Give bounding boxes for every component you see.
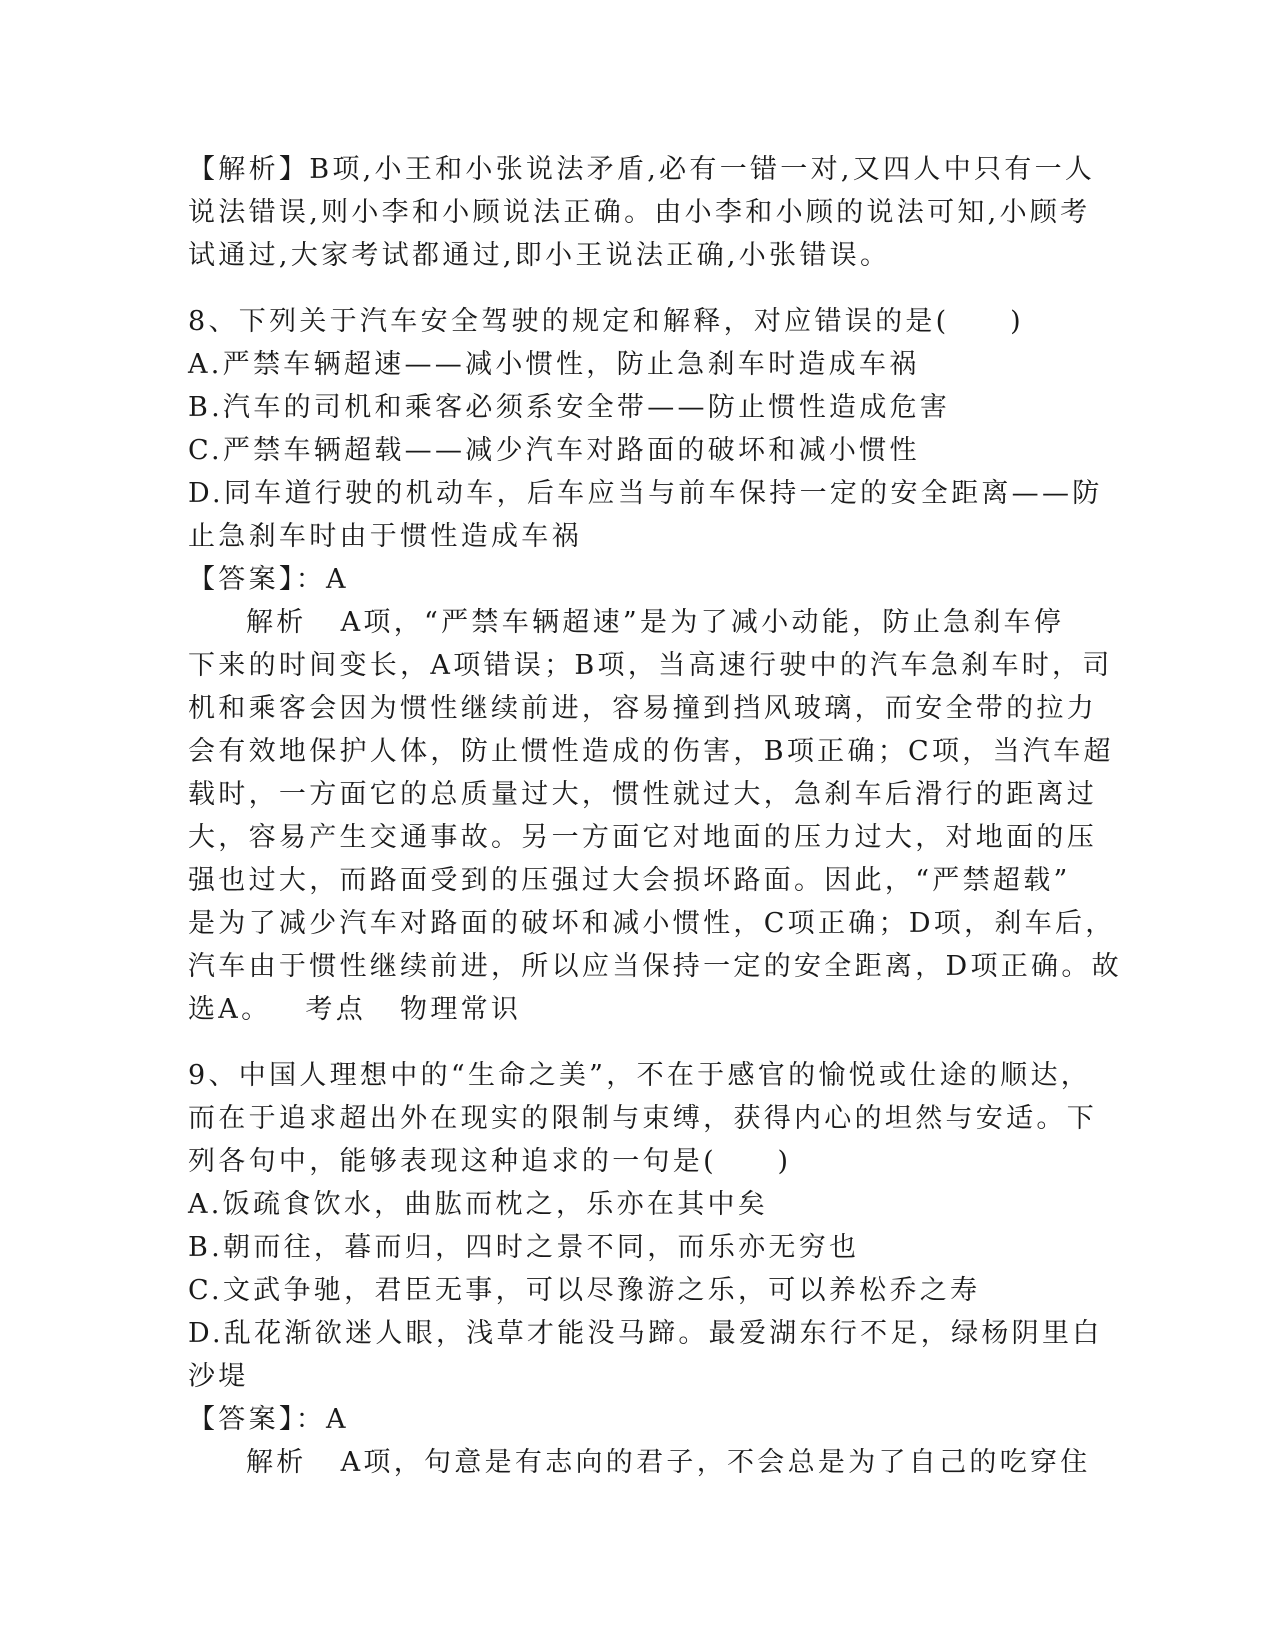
- text-line: 试通过,大家考试都通过,即小王说法正确,小张错误。: [188, 240, 891, 271]
- option-d: D.同车道行驶的机动车，后车应当与前车保持一定的安全距离——防: [188, 478, 1103, 509]
- question-8: [188, 300, 1122, 1031]
- question-stem: 8、下列关于汽车安全驾驶的规定和解释，对应错误的是( ): [188, 306, 1024, 337]
- analysis-line: 下来的时间变长，A项错误；B项，当高速行驶中的汽车急刹车时，司: [188, 650, 1113, 681]
- analysis-line: 机和乘客会因为惯性继续前进，容易撞到挡风玻璃，而安全带的拉力: [188, 693, 1097, 724]
- analysis-text: A项，“严禁车辆超速”是为了减小动能，防止急刹车停: [340, 607, 1065, 638]
- analysis-line: 会有效地保护人体，防止惯性造成的伤害，B项正确；C项，当汽车超: [188, 736, 1114, 767]
- question-9: [188, 1054, 1103, 1484]
- analysis-label: 解析: [246, 1447, 307, 1478]
- analysis-line: 汽车由于惯性继续前进，所以应当保持一定的安全距离，D项正确。故: [188, 951, 1122, 982]
- answer: 【答案】：A: [188, 564, 349, 595]
- option-d: D.乱花渐欲迷人眼，浅草才能没马蹄。最爱湖东行不足，绿杨阴里白: [188, 1318, 1103, 1349]
- analysis-line: 大，容易产生交通事故。另一方面它对地面的压力过大，对地面的压: [188, 822, 1097, 853]
- analysis-label: 解析: [246, 607, 307, 638]
- option-c: C.文武争驰，君臣无事，可以尽豫游之乐，可以养松乔之寿: [188, 1275, 981, 1306]
- option-b: B.汽车的司机和乘客必须系安全带——防止惯性造成危害: [188, 392, 951, 423]
- analysis-text: 选A。: [188, 994, 272, 1025]
- text-line: 说法错误,则小李和小顾说法正确。由小李和小顾的说法可知,小顾考: [188, 197, 1091, 228]
- paragraph-gap: [188, 277, 1088, 300]
- analysis-line: 是为了减少汽车对路面的破坏和减小惯性，C项正确；D项，刹车后，: [188, 908, 1116, 939]
- analysis-first-line: [188, 601, 1088, 644]
- analysis-line: 强也过大，而路面受到的压强过大会损坏路面。因此，“严禁超载”: [188, 865, 1071, 896]
- option-d-continued: 沙堤: [188, 1361, 249, 1392]
- answer: 【答案】：A: [188, 1404, 349, 1435]
- analysis-text: A项，句意是有志向的君子，不会总是为了自己的吃穿住: [340, 1447, 1091, 1478]
- option-b: B.朝而往，暮而归，四时之景不同，而乐亦无穷也: [188, 1232, 860, 1263]
- analysis-line: 载时，一方面它的总质量过大，惯性就过大，急刹车后滑行的距离过: [188, 779, 1097, 810]
- option-c: C.严禁车辆超载——减少汽车对路面的破坏和减小惯性: [188, 435, 920, 466]
- document-page: [188, 148, 1122, 1484]
- analysis-first-line: [188, 1441, 1091, 1484]
- analysis-last-line: [188, 988, 1088, 1031]
- question-stem: 而在于追求超出外在现实的限制与束缚，获得内心的坦然与安适。下: [188, 1103, 1097, 1134]
- kaodian-label: 考点: [305, 994, 367, 1025]
- text-line: 【解析】B项,小王和小张说法矛盾,必有一错一对,又四人中只有一人: [188, 154, 1096, 185]
- paragraph-gap: [188, 1031, 1088, 1054]
- prev-analysis: [188, 148, 1096, 277]
- kaodian-value: 物理常识: [400, 994, 522, 1025]
- option-a: A.饭疏食饮水，曲肱而枕之，乐亦在其中矣: [188, 1189, 769, 1220]
- question-stem: 9、中国人理想中的“生命之美”，不在于感官的愉悦或仕途的顺达，: [188, 1060, 1092, 1091]
- question-stem: 列各句中，能够表现这种追求的一句是( ): [188, 1146, 792, 1177]
- option-d-continued: 止急刹车时由于惯性造成车祸: [188, 521, 582, 552]
- option-a: A.严禁车辆超速——减小惯性，防止急刹车时造成车祸: [188, 349, 920, 380]
